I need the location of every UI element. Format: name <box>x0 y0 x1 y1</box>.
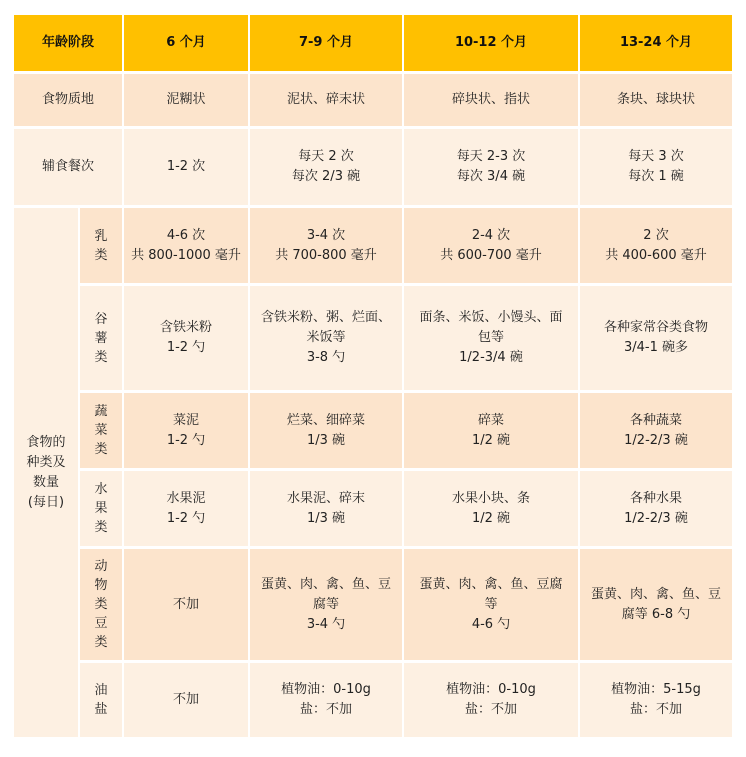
cell-line: 种类及 <box>26 454 66 470</box>
table-cell <box>404 286 578 390</box>
cell-line: 4-6 勺 <box>471 616 511 632</box>
cell-line: 1-2 勺 <box>166 510 206 526</box>
cell-line: 每次 3/4 碗 <box>456 169 526 184</box>
food-type-label <box>80 663 122 737</box>
food-type-label <box>80 393 122 468</box>
cell-line: 包等 <box>477 330 504 345</box>
cell-line: 1/3 碗 <box>306 432 346 448</box>
food-type-label <box>80 549 122 660</box>
table-cell <box>124 471 248 546</box>
cell-line: (每日) <box>27 494 65 510</box>
table-cell <box>250 663 402 737</box>
cell-line: 1/2-2/3 碗 <box>624 510 688 526</box>
row-label <box>14 74 122 126</box>
table-cell <box>124 208 248 283</box>
cell-line: 等 <box>484 596 498 612</box>
cell-line: 不加 <box>172 692 199 707</box>
table-cell <box>580 129 732 205</box>
cell-line: 每天 3 次 <box>628 149 684 164</box>
table-cell <box>124 286 248 390</box>
cell-line: 蛋黄、肉、禽、鱼、豆 <box>590 586 721 602</box>
table-cell <box>580 393 732 468</box>
table-row <box>14 286 732 390</box>
cell-line: 烂菜、细碎菜 <box>286 412 365 428</box>
table-cell <box>124 129 248 205</box>
cell-line: 物 <box>94 578 108 593</box>
cell-line: 植物油：5-15g <box>611 682 701 697</box>
table-cell <box>124 549 248 660</box>
cell-line: 每天 2 次 <box>298 149 354 164</box>
cell-line: 各种家常谷类食物 <box>603 320 708 335</box>
table-row <box>14 549 732 660</box>
cell-line: 食物的 <box>26 434 66 450</box>
cell-line: 泥状、碎末状 <box>286 92 365 107</box>
cell-line: 类 <box>94 442 108 457</box>
cell-line: 各种水果 <box>629 490 682 506</box>
cell-line: 果 <box>94 501 108 516</box>
cell-line: 共 700-800 毫升 <box>275 247 377 263</box>
cell-line: 辅食餐次 <box>41 159 94 174</box>
cell-line: 类 <box>94 247 108 263</box>
header-row <box>14 15 732 71</box>
header-age-stage: 年龄阶段 <box>14 15 122 71</box>
table-row <box>14 208 732 283</box>
table-cell <box>404 393 578 468</box>
table-cell <box>580 286 732 390</box>
food-type-label <box>80 208 122 283</box>
cell-line: 4-6 次 <box>166 227 206 243</box>
cell-line: 面条、米饭、小馒头、面 <box>419 310 563 325</box>
cell-line: 不加 <box>172 596 199 612</box>
table-row <box>14 393 732 468</box>
cell-line: 蔬 <box>94 404 108 419</box>
cell-line: 每次 1 碗 <box>628 169 684 184</box>
cell-line: 类 <box>94 597 108 612</box>
table-cell <box>124 393 248 468</box>
table-cell <box>404 549 578 660</box>
cell-line: 1-2 次 <box>166 159 206 174</box>
cell-line: 每次 2/3 碗 <box>291 169 361 184</box>
table-cell <box>250 129 402 205</box>
cell-line: 1-2 勺 <box>166 432 206 448</box>
cell-line: 1/2 碗 <box>471 432 511 448</box>
cell-line: 每天 2-3 次 <box>456 149 526 164</box>
table-cell <box>250 549 402 660</box>
cell-line: 泥糊状 <box>166 92 206 107</box>
cell-line: 3/4-1 碗多 <box>623 340 689 355</box>
cell-line: 3-8 勺 <box>306 350 346 365</box>
table-cell <box>404 663 578 737</box>
cell-line: 水 <box>94 482 108 497</box>
table-cell <box>404 74 578 126</box>
cell-line: 油 <box>94 683 108 698</box>
cell-line: 3-4 勺 <box>306 616 346 632</box>
cell-line: 碎菜 <box>477 412 504 428</box>
table-row <box>14 663 732 737</box>
cell-line: 条块、球块状 <box>616 92 695 107</box>
cell-line: 数量 <box>32 474 59 490</box>
table-cell <box>580 471 732 546</box>
row-label <box>14 129 122 205</box>
cell-line: 菜泥 <box>172 412 199 428</box>
table-cell <box>580 663 732 737</box>
food-type-label <box>80 471 122 546</box>
food-type-label <box>80 286 122 390</box>
table-row <box>14 129 732 205</box>
table-row <box>14 74 732 126</box>
cell-line: 1/2-2/3 碗 <box>624 432 688 448</box>
header-6-months: 6 个月 <box>124 15 248 71</box>
table-cell <box>250 286 402 390</box>
table-row <box>14 471 732 546</box>
cell-line: 乳 <box>94 228 108 244</box>
header-7-9-months: 7-9 个月 <box>250 15 402 71</box>
food-group-label <box>14 208 78 737</box>
table-cell <box>250 471 402 546</box>
cell-line: 水果泥、碎末 <box>286 490 365 506</box>
cell-line: 1-2 勺 <box>166 340 206 355</box>
cell-line: 3-4 次 <box>306 227 346 243</box>
cell-line: 1/2 碗 <box>471 510 511 526</box>
cell-line: 2 次 <box>643 227 669 243</box>
table-cell <box>580 74 732 126</box>
cell-line: 盐：不加 <box>464 702 517 717</box>
cell-line: 食物质地 <box>41 92 94 107</box>
cell-line: 盐：不加 <box>629 702 682 717</box>
cell-line: 腐等 6-8 勺 <box>621 606 691 622</box>
cell-line: 植物油：0-10g <box>446 682 536 697</box>
cell-line: 薯 <box>94 330 108 346</box>
cell-line: 豆 <box>94 616 108 631</box>
cell-line: 含铁米粉 <box>159 320 212 335</box>
cell-line: 腐等 <box>312 596 339 612</box>
cell-line: 类 <box>94 349 108 365</box>
header-10-12-months: 10-12 个月 <box>404 15 578 71</box>
cell-line: 米饭等 <box>306 330 346 345</box>
cell-line: 碎块状、指状 <box>451 92 530 107</box>
cell-line: 蛋黄、肉、禽、鱼、豆 <box>260 576 391 592</box>
table-cell <box>124 74 248 126</box>
cell-line: 水果小块、条 <box>451 490 530 506</box>
cell-line: 类 <box>94 520 108 535</box>
table-cell <box>124 663 248 737</box>
table-cell <box>404 208 578 283</box>
cell-line: 盐：不加 <box>299 702 352 717</box>
cell-line: 共 400-600 毫升 <box>605 247 707 263</box>
cell-line: 蛋黄、肉、禽、鱼、豆腐 <box>419 576 563 592</box>
feeding-guide-table <box>12 12 734 740</box>
cell-line: 2-4 次 <box>471 227 511 243</box>
table-cell <box>404 129 578 205</box>
table-cell <box>580 208 732 283</box>
cell-line: 水果泥 <box>166 490 206 506</box>
cell-line: 菜 <box>94 423 108 438</box>
cell-line: 动 <box>94 559 108 574</box>
cell-line: 1/3 碗 <box>306 510 346 526</box>
cell-line: 共 800-1000 毫升 <box>131 247 241 263</box>
cell-line: 1/2-3/4 碗 <box>459 350 523 365</box>
table-cell <box>404 471 578 546</box>
cell-line: 盐 <box>94 702 108 717</box>
header-13-24-months: 13-24 个月 <box>580 15 732 71</box>
cell-line: 植物油：0-10g <box>281 682 371 697</box>
cell-line: 含铁米粉、粥、烂面、 <box>260 310 391 325</box>
cell-line: 谷 <box>94 311 108 327</box>
table-cell <box>580 549 732 660</box>
cell-line: 各种蔬菜 <box>629 412 682 428</box>
cell-line: 类 <box>94 635 108 650</box>
table-cell <box>250 208 402 283</box>
cell-line: 共 600-700 毫升 <box>440 247 542 263</box>
table-cell <box>250 393 402 468</box>
table-cell <box>250 74 402 126</box>
